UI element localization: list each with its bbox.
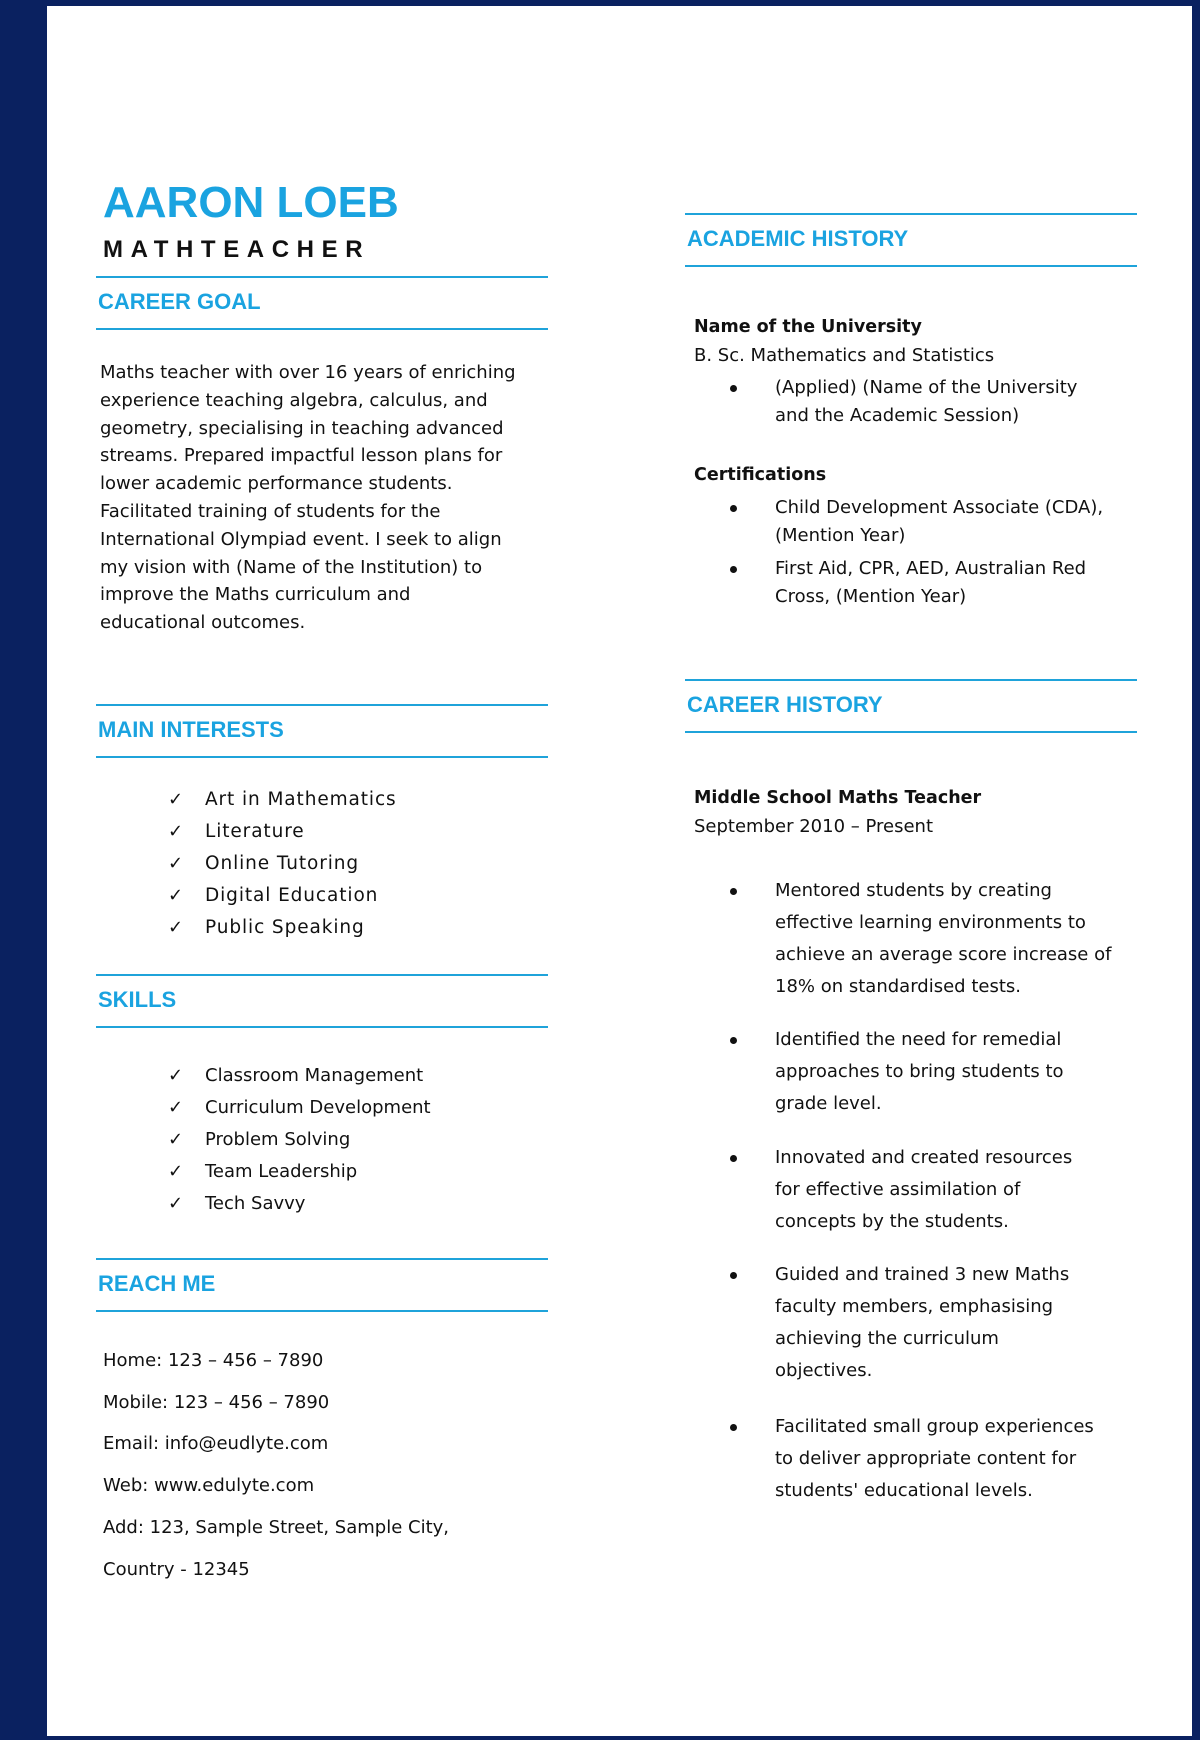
section-header-career-goal	[96, 276, 548, 330]
contact-address-line2: Country - 12345	[103, 1559, 250, 1580]
bullet-icon	[730, 505, 737, 512]
job-title: Middle School Maths Teacher	[694, 788, 982, 808]
section-title: MAIN INTERESTS	[98, 717, 284, 742]
check-icon: ✓	[168, 1065, 184, 1086]
section-title: CAREER HISTORY	[687, 692, 883, 717]
career-goal-text: Maths teacher with over 16 years of enriching experience teaching algebra, calculus, and geometry, specialising in teaching advanced streams. Prepared impactful lesson plans for lower academic performance students. Facilitated training of students for the International Olympiad event. I seek to align my vision with (Name of the Institution) to improve the Maths curriculum and educational outcomes.	[100, 362, 516, 634]
university-name: Name of the University	[694, 317, 922, 337]
list-item: ✓ Classroom Management	[168, 1060, 528, 1092]
list-item: ✓ Literature	[168, 816, 528, 848]
candidate-name: AARON LOEB	[103, 178, 399, 227]
check-icon: ✓	[168, 1193, 184, 1214]
bullet-icon	[730, 1272, 737, 1279]
bullet-icon	[730, 385, 737, 392]
job-dates: September 2010 – Present	[694, 816, 934, 837]
list-item: ✓ Online Tutoring	[168, 848, 528, 880]
bullet-icon	[730, 888, 737, 895]
contact-address-line1: Add: 123, Sample Street, Sample City,	[103, 1517, 449, 1538]
bullet-icon	[730, 1424, 737, 1431]
contact-home: Home: 123 – 456 – 7890	[103, 1350, 324, 1371]
contact-mobile: Mobile: 123 – 456 – 7890	[103, 1392, 330, 1413]
main-interests-list	[168, 784, 528, 944]
check-icon: ✓	[168, 789, 184, 810]
list-item: ✓ Art in Mathematics	[168, 784, 528, 816]
check-icon: ✓	[168, 1129, 184, 1150]
list-item: ✓ Problem Solving	[168, 1124, 528, 1156]
resume-page: AARON LOEB MATHTEACHER CAREER GOAL Maths teacher with over 16 years of enriching experience teaching algebra, calculus, and geometry, specialising in teaching advanced streams. Prepared impactful lesson plans for lower academic performance students. Facilitated training of students for the International Olympiad event. I seek to align my vision with (Name of the Institution) to improve the Maths curriculum and educational outcomes. MAIN INTERESTS ✓ Art in Mathematics ✓ Literature ✓ Online Tutoring ✓ Digital Education ✓ Public Speaking SKILLS ✓ Classroom Management ✓ Curriculum Development ✓ Problem Solving ✓ Team Leadership ✓ Tech Savvy REACH ME Home: 123 – 456 – 7890 Mobile: 123 – 456 – 7890 Email: info@eudlyte.com Web: www.edulyte.com Add: 123, Sample Street, Sample City, Country - 12345 ACADEMIC HISTORY Name of the University B. Sc. Mathematics and Statistics (Applied) (Name of the University and the Academic Session) Certifications Child Development Associate (CDA), (Mention Year) First Aid, CPR, AED, Australian Red Cross, (Mention Year) CAREER HISTORY Middle School Maths Teacher September 2010 – Present Mentored students by creating effective learning environments to achieve an average score increase of 18% on standardised tests. Identified the need for remedial approaches to bring students to grade level. Innovated and created resources for effective assimilation of concepts by the students. Guided and trained 3 new Maths faculty members, emphasising achieving the curriculum objectives. Facilitated small group experiences to deliver appropriate content for students' educational levels.	[47, 6, 1192, 1736]
list-item: ✓ Curriculum Development	[168, 1092, 528, 1124]
section-title: SKILLS	[98, 987, 177, 1012]
bullet-icon	[730, 1155, 737, 1162]
check-icon: ✓	[168, 821, 184, 842]
section-title: ACADEMIC HISTORY	[687, 226, 909, 251]
check-icon: ✓	[168, 917, 184, 938]
skills-list	[168, 1060, 528, 1220]
candidate-role: MATHTEACHER	[103, 236, 371, 263]
certifications-title: Certifications	[694, 465, 827, 485]
check-icon: ✓	[168, 1161, 184, 1182]
section-header-skills	[96, 974, 548, 1028]
list-item: ✓ Team Leadership	[168, 1156, 528, 1188]
list-item: ✓ Digital Education	[168, 880, 528, 912]
bullet-icon	[730, 1037, 737, 1044]
section-header-academic-history	[685, 213, 1137, 267]
section-header-main-interests	[96, 704, 548, 758]
list-item: ✓ Public Speaking	[168, 912, 528, 944]
list-item: ✓ Tech Savvy	[168, 1188, 528, 1220]
check-icon: ✓	[168, 1097, 184, 1118]
check-icon: ✓	[168, 885, 184, 906]
section-title: REACH ME	[98, 1271, 216, 1296]
section-title: CAREER GOAL	[98, 289, 261, 314]
section-header-reach-me	[96, 1258, 548, 1312]
bullet-icon	[730, 566, 737, 573]
contact-web: Web: www.edulyte.com	[103, 1475, 315, 1496]
contact-email: Email: info@eudlyte.com	[103, 1433, 329, 1454]
section-header-career-history	[685, 679, 1137, 733]
check-icon: ✓	[168, 853, 184, 874]
degree-title: B. Sc. Mathematics and Statistics	[694, 345, 995, 366]
